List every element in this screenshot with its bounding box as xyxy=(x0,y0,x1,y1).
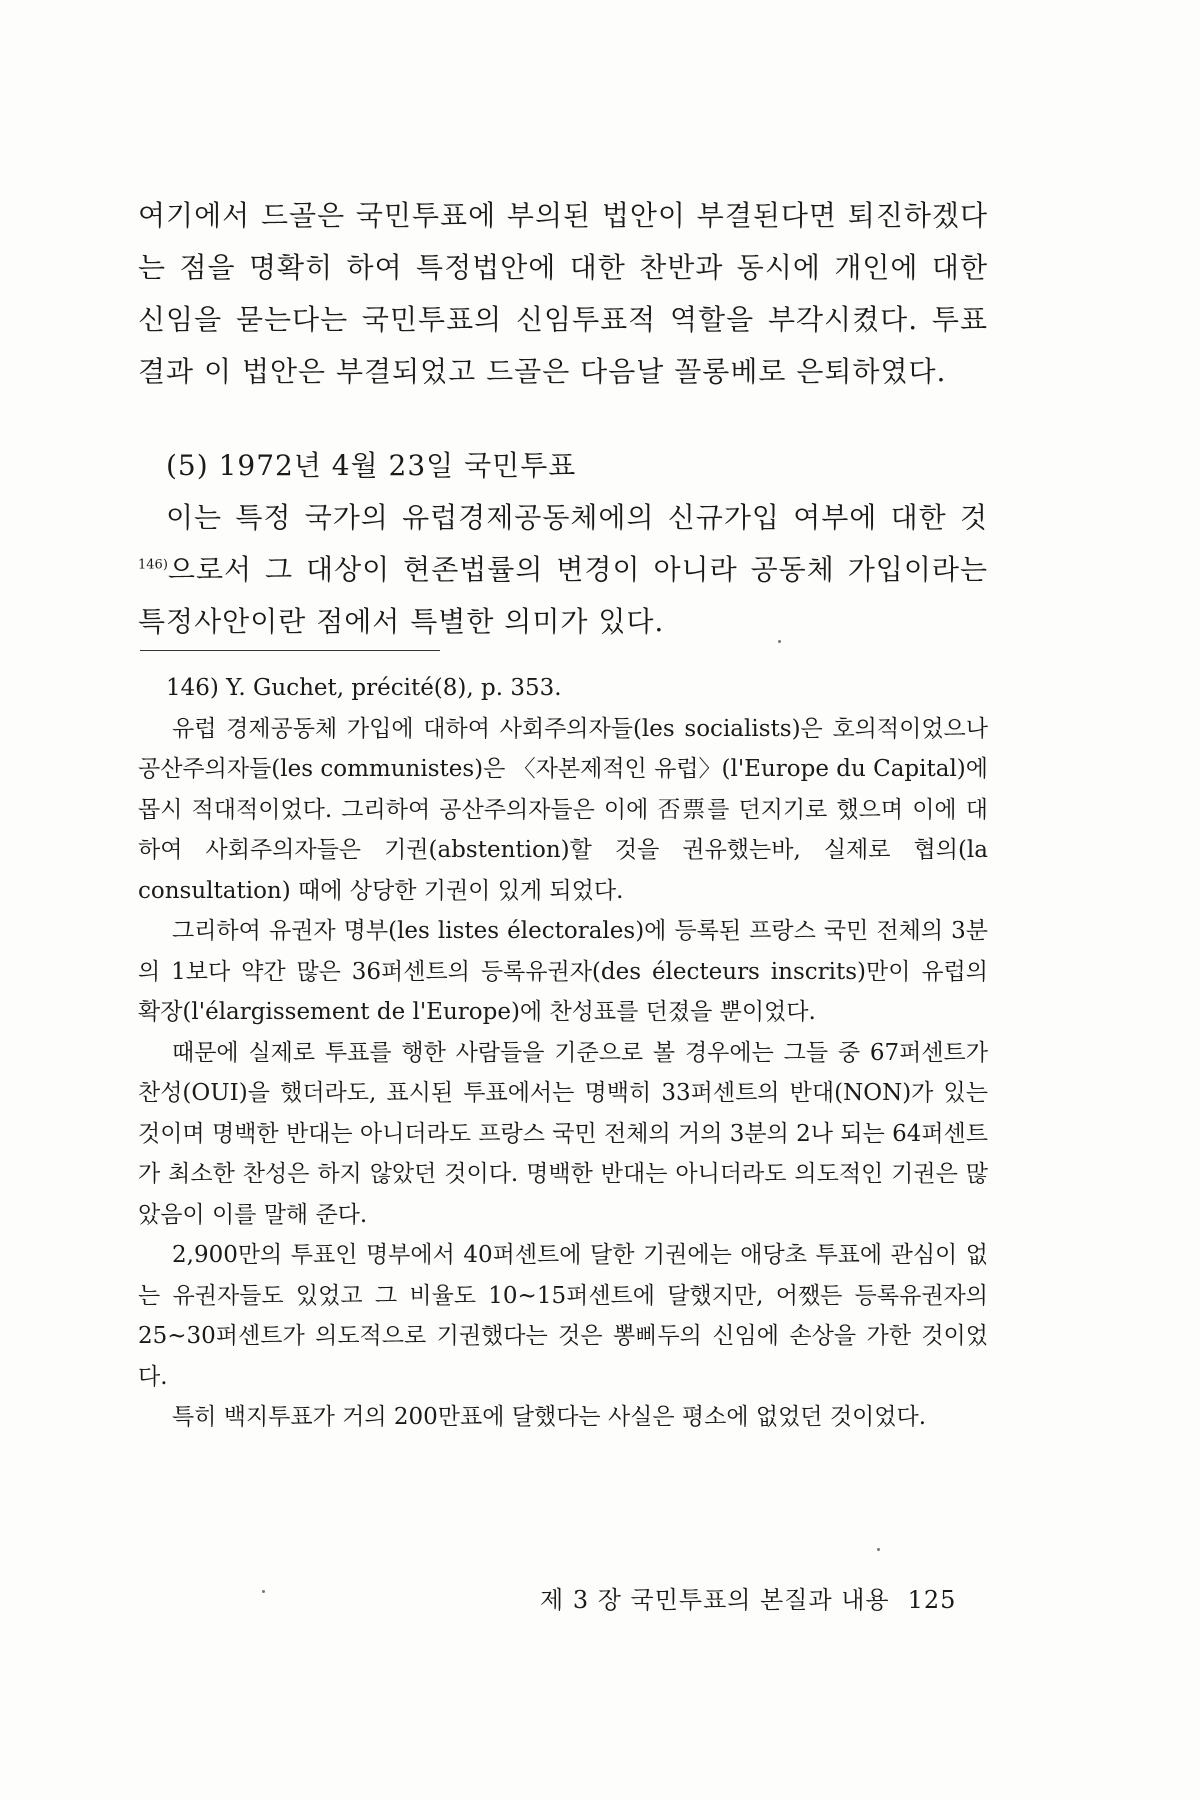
main-text xyxy=(138,190,988,398)
section-text-part-1: 이는 특정 국가의 유럽경제공동체에의 신규가입 여부에 대한 것 xyxy=(166,501,988,534)
scan-speck xyxy=(778,640,781,643)
footnote-paragraph: 2,900만의 투표인 명부에서 40퍼센트에 달한 기권에는 애당초 투표에 관심이 없는 유권자들도 있었고 그 비율도 10~15퍼센트에 달했지만, 어쨌든 등록유권자의 25~30퍼센트가 의도적으로 기권했다는 것은 뽕삐두의 신임에 손상을 가한 것이었다. xyxy=(138,1242,988,1390)
section-paragraph xyxy=(138,492,988,648)
footnote-divider xyxy=(140,650,440,651)
chapter-title: 제 3 장 국민투표의 본질과 내용 xyxy=(540,1586,890,1614)
page-number: 125 xyxy=(907,1586,957,1614)
paragraph-de-gaulle: 여기에서 드골은 국민투표에 부의된 법안이 부결된다면 퇴진하겠다는 점을 명확히 하여 특정법안에 대한 찬반과 동시에 개인에 대한 신임을 묻는다는 국민투표의 신임투표적 역할을 부각시켰다. 투표 결과 이 법안은 부결되었고 드골은 다음날 꼴롱베로 은퇴하였다. xyxy=(138,199,988,388)
scan-speck xyxy=(262,1590,265,1593)
footnote-paragraph: 특히 백지투표가 거의 200만표에 달했다는 사실은 평소에 없었던 것이었다. xyxy=(172,1404,927,1430)
footnote-block xyxy=(138,668,988,1438)
section-heading: (5) 1972년 4월 23일 국민투표 xyxy=(166,449,577,482)
footnote-paragraph: 유럽 경제공동체 가입에 대하여 사회주의자들(les socialists)은 호의적이었으나 공산주의자들(les communistes)은 〈자본제적인 유럽〉(l'Europe du Capital)에 몹시 적대적이었다. 그리하여 공산주의자들은 이에 否票를 던지기로 했으며 이에 대하여 사회주의자들은 기권(abstention)할 것을 권유했는바, 실제로 협의(la consultation) 때에 상당한 기권이 있게 되었다. xyxy=(138,715,988,904)
footnote-paragraph: 그리하여 유권자 명부(les listes électorales)에 등록된 프랑스 국민 전체의 3분의 1보다 약간 많은 36퍼센트의 등록유권자(des électeurs inscrits)만이 유럽의 확장(l'élargissement de l'Europe)에 찬성표를 던졌을 뿐이었다. xyxy=(138,918,988,1025)
page-footer xyxy=(540,1585,980,1615)
footnote-source: 146) Y. Guchet, précité(8), p. 353. xyxy=(166,675,562,701)
scan-speck xyxy=(877,1548,880,1551)
footnote-paragraph: 때문에 실제로 투표를 행한 사람들을 기준으로 볼 경우에는 그들 중 67퍼센트가 찬성(OUI)을 했더라도, 표시된 투표에서는 명백히 33퍼센트의 반대(NON)가 있는 것이며 명백한 반대는 아니더라도 프랑스 국민 전체의 거의 3분의 2나 되는 64퍼센트가 최소한 찬성은 하지 않았던 것이다. 명백한 반대는 아니더라도 의도적인 기권은 많았음이 이를 말해 준다. xyxy=(138,1039,988,1228)
footnote-reference: 146) xyxy=(138,557,168,573)
section-text-part-2: 으로서 그 대상이 현존법률의 변경이 아니라 공동체 가입이라는 특정사안이란 점에서 특별한 의미가 있다. xyxy=(138,553,988,638)
